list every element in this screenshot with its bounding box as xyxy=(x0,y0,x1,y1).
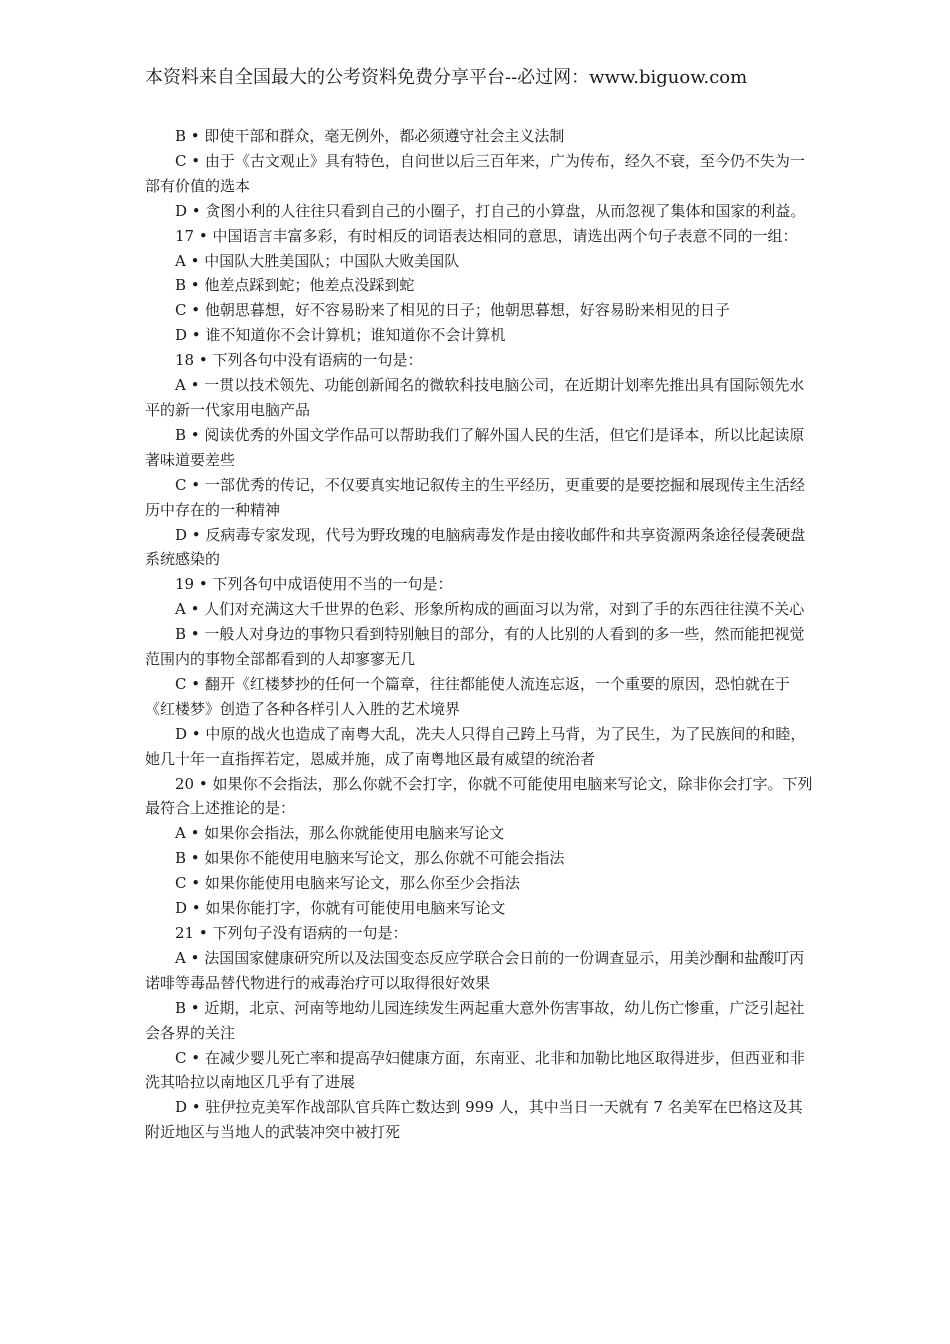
question-stem: 18 • 下列各句中没有语病的一句是： xyxy=(175,351,423,370)
option: C • 在减少婴儿死亡率和提高孕妇健康方面，东南亚、北非和加勒比地区取得进步，但西亚和非洗其哈拉以南地区几乎有了进展 xyxy=(145,1048,805,1092)
option: D • 谁不知道你不会计算机；谁知道你不会计算机 xyxy=(175,326,506,345)
option: B • 如果你不能使用电脑来写论文，那么你就不可能会指法 xyxy=(175,849,565,868)
option: A • 如果你会指法，那么你就能使用电脑来写论文 xyxy=(175,824,505,843)
option: A • 中国队大胜美国队；中国队大败美国队 xyxy=(175,251,460,270)
question-stem: 17 • 中国语言丰富多彩，有时相反的词语表达相同的意思，请选出两个句子表意不同的一组： xyxy=(175,226,798,245)
question-stem: 21 • 下列句子没有语病的一句是： xyxy=(175,924,408,942)
paragraph: C • 由于《古文观止》具有特色，自问世以后三百年来，广为传布，经久不衰，至今仍不失为一部有价值的选本 xyxy=(145,151,805,195)
option: C • 一部优秀的传记，不仅要真实地记叙传主的生平经历，更重要的是要挖掘和展现传主生活经历中存在的一种精神 xyxy=(145,475,805,519)
option: A • 一贯以技术领先、功能创新闻名的微软科技电脑公司，在近期计划率先推出具有国际领先水平的新一代家用电脑产品 xyxy=(145,376,805,419)
option: B • 阅读优秀的外国文学作品可以帮助我们了解外国人民的生活，但它们是译本，所以比起读原著味道要差些 xyxy=(145,425,805,469)
question-stem: 19 • 下列各句中成语使用不当的一句是： xyxy=(175,575,453,594)
paragraph: D • 贪图小利的人往往只看到自己的小圈子，打自己的小算盘，从而忽视了集体和国家的利益。 xyxy=(175,201,806,220)
option: D • 如果你能打字，你就有可能使用电脑来写论文 xyxy=(175,899,506,918)
option: B • 一般人对身边的事物只看到特别触目的部分，有的人比别的人看到的多一些，然而能把视觉范围内的事物全部都看到的人却寥寥无几 xyxy=(145,625,805,669)
option: D • 驻伊拉克美军作战部队官兵阵亡数达到 999 人，其中当日一天就有 7 名美军在巴格这及其附近地区与当地人的武装冲突中被打死 xyxy=(145,1098,803,1142)
paragraph: B • 即使干部和群众，毫无例外，都必须遵守社会主义法制 xyxy=(175,127,565,145)
option: D • 反病毒专家发现，代号为野玫瑰的电脑病毒发作是由接收邮件和共享资源两条途径侵袭硬盘系统感染的 xyxy=(145,525,806,569)
option: A • 人们对充满这大千世界的色彩、形象所构成的画面习以为常，对到了手的东西往往漠不关心 xyxy=(175,600,805,619)
option: B • 他差点踩到蛇；他差点没踩到蛇 xyxy=(175,276,415,295)
option: A • 法国国家健康研究所以及法国变态反应学联合会日前的一份调查显示，用美沙酮和盐酸叮丙诺啡等毒品替代物进行的戒毒治疗可以取得很好效果 xyxy=(145,948,805,992)
page-header: 本资料来自全国最大的公考资料免费分享平台--必过网：www.biguow.com xyxy=(145,67,748,88)
question-stem: 20 • 如果你不会指法，那么你就不会打字，你就不可能使用电脑来写论文，除非你会打字。下列最符合上述推论的是： xyxy=(145,774,813,818)
option: C • 如果你能使用电脑来写论文，那么你至少会指法 xyxy=(175,874,520,893)
option: C • 他朝思暮想，好不容易盼来了相见的日子；他朝思暮想，好容易盼来相见的日子 xyxy=(175,301,730,320)
option: D • 中原的战火也造成了南粤大乱，冼夫人只得自己跨上马背，为了民生，为了民族间的和睦，她几十年一直指挥若定，恩威并施，成了南粤地区最有威望的统治者 xyxy=(145,724,806,768)
document-body xyxy=(145,124,817,1145)
option: B • 近期，北京、河南等地幼儿园连续发生两起重大意外伤害事故，幼儿伤亡惨重，广泛引起社会各界的关注 xyxy=(145,998,805,1042)
option: C • 翻开《红楼梦抄的任何一个篇章，往往都能使人流连忘返，一个重要的原因，恐怕就在于《红楼梦》创造了各种各样引人入胜的艺术境界 xyxy=(145,674,790,718)
